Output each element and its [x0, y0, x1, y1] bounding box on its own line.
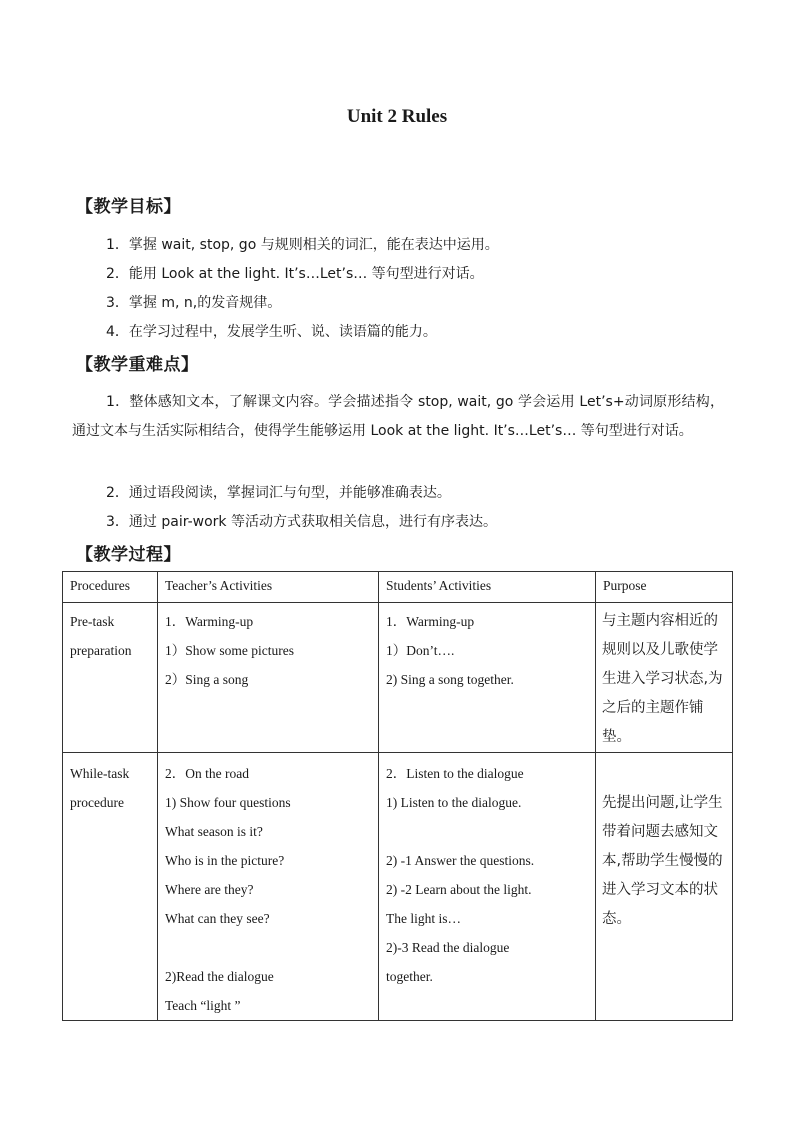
teacher-line: What season is it?: [165, 824, 263, 839]
teacher-line: 2)Read the dialogue: [165, 969, 274, 984]
key-point-item-3: 3．通过 pair-work 等活动方式获取相关信息，进行有序表达。: [106, 514, 497, 530]
procedure-cell: [63, 603, 158, 753]
procedure-line: While-task: [70, 766, 130, 781]
teacher-line: 1．Warming-up: [165, 614, 254, 629]
process-table: [62, 571, 733, 1021]
header-students-activities: Students’ Activities: [379, 572, 596, 603]
key-points-heading: 【教学重难点】: [76, 355, 199, 375]
students-activities-cell: [379, 753, 596, 1021]
teacher-line: 2．On the road: [165, 766, 249, 781]
teacher-line: What can they see?: [165, 911, 270, 926]
table-row: [63, 753, 733, 1021]
teacher-line: Who is in the picture?: [165, 853, 285, 868]
table-header-row: [63, 572, 733, 603]
header-procedures: Procedures: [63, 572, 158, 603]
teacher-line: [165, 933, 371, 962]
student-line: 2)-3 Read the dialogue: [386, 940, 510, 955]
purpose-cell: 先提出问题,让学生带着问题去感知文本,帮助学生慢慢的进入学习文本的状态。: [596, 753, 733, 1021]
objectives-heading: 【教学目标】: [76, 197, 181, 217]
document-title: Unit 2 Rules: [346, 106, 448, 127]
student-line: 1) Listen to the dialogue.: [386, 795, 522, 810]
objective-item-4: 4．在学习过程中，发展学生听、说、读语篇的能力。: [106, 324, 437, 340]
teacher-line: Where are they?: [165, 882, 254, 897]
teacher-activities-cell: [158, 603, 379, 753]
procedure-line: preparation: [70, 643, 132, 658]
procedure-line: procedure: [70, 795, 124, 810]
teacher-activities-cell: [158, 753, 379, 1021]
objective-item-1: 1．掌握 wait, stop, go 与规则相关的词汇，能在表达中运用。: [106, 237, 499, 253]
student-line: [386, 817, 588, 846]
student-line: 1）Don’t….: [386, 643, 455, 658]
purpose-cell: 与主题内容相近的规则以及儿歌使学生进入学习状态,为之后的主题作铺垫。: [596, 603, 733, 753]
student-line: 2) Sing a song together.: [386, 672, 514, 687]
student-line: 2) -1 Answer the questions.: [386, 853, 535, 868]
student-line: together.: [386, 969, 433, 984]
student-line: 1．Warming-up: [386, 614, 475, 629]
objective-item-3: 3．掌握 m, n,的发音规律。: [106, 295, 282, 311]
header-purpose: Purpose: [596, 572, 733, 603]
student-line: 2) -2 Learn about the light.: [386, 882, 532, 897]
key-point-item-2: 2．通过语段阅读，掌握词汇与句型，并能够准确表达。: [106, 485, 451, 501]
process-heading: 【教学过程】: [76, 545, 181, 565]
teacher-line: 1) Show four questions: [165, 795, 291, 810]
student-line: 2．Listen to the dialogue: [386, 766, 524, 781]
teacher-line: Teach “light ”: [165, 998, 241, 1013]
procedure-cell: [63, 753, 158, 1021]
students-activities-cell: [379, 603, 596, 753]
key-point-item-1: 1．整体感知文本，了解课文内容。学会描述指令 stop, wait, go 学会运用 Let’s+动词原形结构，通过文本与生活实际相结合，使得学生能够运用 Look at the light. It’s…Let’s… 等句型进行对话。: [72, 394, 724, 439]
teacher-line: 2）Sing a song: [165, 672, 249, 687]
student-line: The light is…: [386, 911, 461, 926]
teacher-line: 1）Show some pictures: [165, 643, 294, 658]
header-teacher-activities: Teacher’s Activities: [158, 572, 379, 603]
objective-item-2: 2．能用 Look at the light. It’s…Let’s… 等句型进行对话。: [106, 266, 484, 282]
table-row: [63, 603, 733, 753]
procedure-line: Pre-task: [70, 614, 115, 629]
